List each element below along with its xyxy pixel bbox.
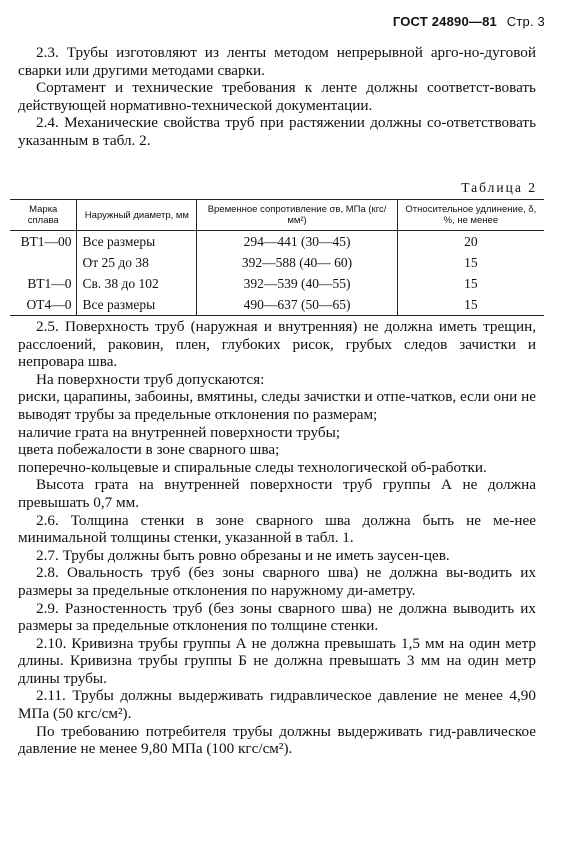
intro-section — [18, 44, 536, 150]
body-paragraph: 2.11. Трубы должны выдерживать гидравлическое давление не менее 4,90 МПа (50 кгс/см²). — [18, 687, 536, 723]
table-row — [10, 252, 544, 273]
table-row — [10, 294, 544, 316]
paragraph-sortament: Сортамент и технические требования к ленте должны соответст-вовать действующей нормативно-технической документации. — [18, 79, 536, 114]
body-paragraph: 2.5. Поверхность труб (наружная и внутренняя) не должна иметь трещин, расслоений, раковин, плен, глубоких рисок, грубых следов зачистки и непровара шва. — [18, 318, 536, 371]
cell-diameter: Все размеры — [77, 231, 197, 253]
cell-elongation: 15 — [397, 273, 544, 294]
cell-elongation: 15 — [397, 294, 544, 316]
header-tensile-strength: Временное сопротивление σв, МПа (кгс/мм²) — [197, 200, 397, 231]
table-caption: Таблица 2 — [461, 180, 537, 195]
cell-elongation: 20 — [397, 231, 544, 253]
cell-alloy: ВТ1—00 — [20, 233, 72, 249]
body-paragraph: поперечно-кольцевые и спиральные следы технологической об-работки. — [18, 458, 487, 476]
body-paragraph: 2.7. Трубы должны быть ровно обрезаны и не иметь заусен-цев. — [36, 546, 450, 564]
header-outer-diameter: Наружный диаметр, мм — [77, 200, 197, 231]
body-paragraph: 2.10. Кривизна трубы группы А не должна превышать 1,5 мм на один метр длины. Кривизна трубы группы Б не должна превышать 3 мм на один метр длины трубы. — [18, 634, 536, 687]
body-paragraph: На поверхности труб допускаются: — [36, 370, 265, 388]
cell-alloy — [10, 252, 77, 273]
header-elongation: Относительное удлинение, δ, %, не менее — [397, 200, 544, 231]
cell-alloy: ОТ4—0 — [10, 294, 77, 316]
cell-strength: 392—539 (40—55) — [197, 273, 397, 294]
table-row — [10, 231, 544, 253]
table-row — [10, 273, 544, 294]
requirements-section — [18, 318, 536, 758]
cell-diameter: Св. 38 до 102 — [77, 273, 197, 294]
page-number: Стр. 3 — [506, 14, 545, 29]
cell-elongation: 15 — [397, 252, 544, 273]
cell-alloy: ВТ1—0 — [27, 275, 72, 291]
page-header — [393, 14, 545, 29]
body-paragraph: наличие грата на внутренней поверхности трубы; — [18, 423, 341, 441]
body-paragraph: риски, царапины, забоины, вмятины, следы зачистки и отпе-чатков, если они не выводят трубы за предельные отклонения по размерам; — [18, 388, 536, 423]
mechanical-properties-table — [10, 199, 544, 316]
cell-diameter: Все размеры — [77, 294, 197, 316]
cell-strength: 490—637 (50—65) — [197, 294, 397, 316]
header-alloy-grade: Марка сплава — [10, 200, 77, 231]
cell-strength: 294—441 (30—45) — [197, 231, 397, 253]
body-paragraph: Высота грата на внутренней поверхности труб группы А не должна превышать 0,7 мм. — [18, 476, 536, 511]
body-paragraph: 2.8. Овальность труб (без зоны сварного шва) не должна вы-водить их размеры за предельные отклонения по наружному ди-аметру. — [18, 564, 536, 599]
standard-number: ГОСТ 24890—81 — [392, 14, 497, 29]
body-paragraph: 2.6. Толщина стенки в зоне сварного шва должна быть не ме-нее минимальной толщины стенки, указанной в табл. 1. — [18, 511, 536, 547]
table-header-row — [10, 200, 544, 231]
paragraph-2-3: 2.3. Трубы изготовляют из ленты методом непрерывной арго-но-дуговой сварки или другими методами сварки. — [18, 44, 536, 79]
paragraph-2-4: 2.4. Механические свойства труб при растяжении должны со-ответствовать указанным в табл. 2. — [18, 114, 536, 149]
body-paragraph: 2.9. Разностенность труб (без зоны сварного шва) не должна выводить их размеры за предельные отклонения по толщине стенки. — [18, 599, 536, 635]
body-paragraph: По требованию потребителя трубы должны выдерживать гид-равлическое давление не менее 9,80 МПа (100 кгс/см²). — [18, 722, 536, 758]
cell-strength: 392—588 (40— 60) — [197, 252, 397, 273]
body-paragraph: цвета побежалости в зоне сварного шва; — [18, 441, 280, 459]
cell-diameter: От 25 до 38 — [77, 252, 197, 273]
